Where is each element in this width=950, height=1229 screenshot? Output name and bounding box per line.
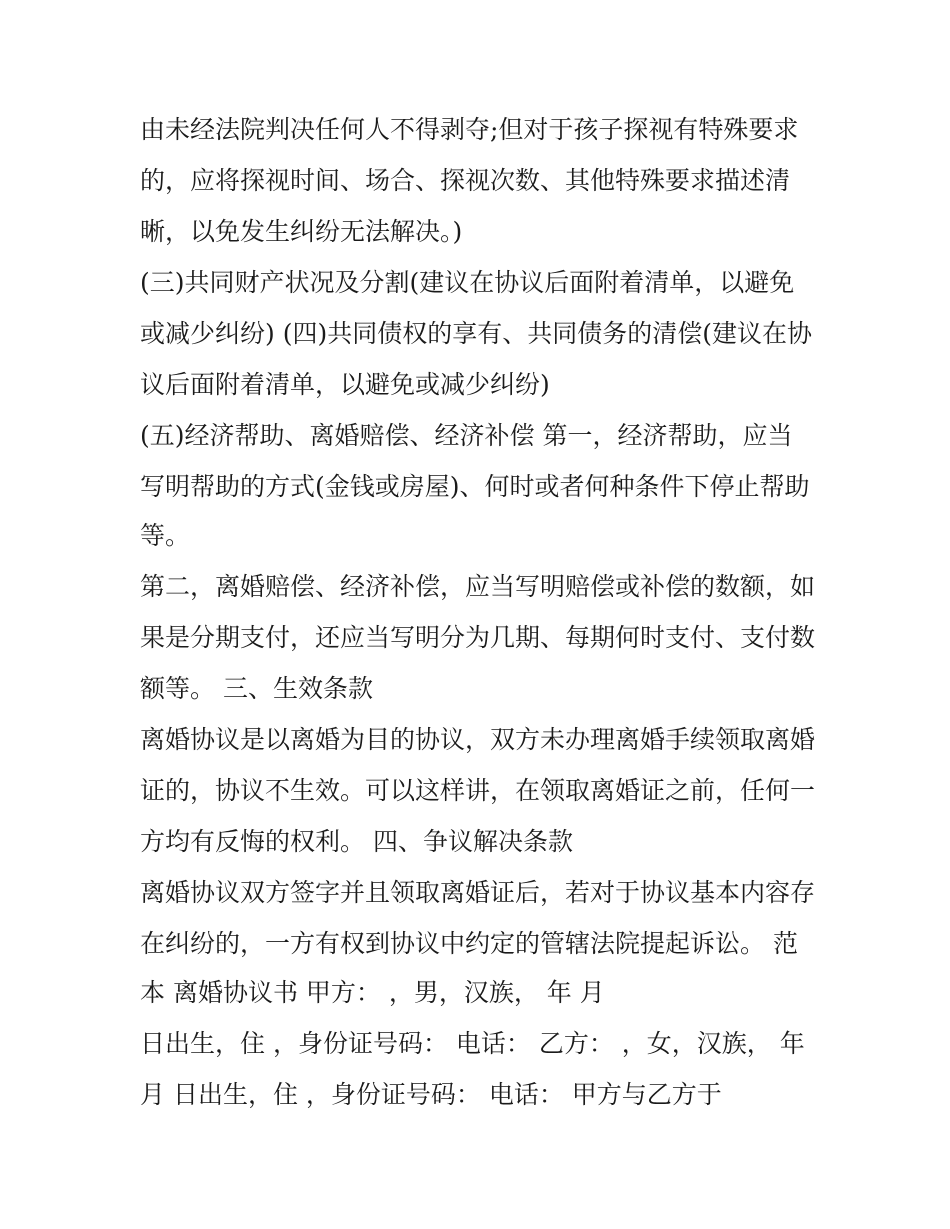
text-line-14: 证的，协议不生效。可以这样讲，在领取离婚证之前，任何一 [140,776,816,805]
text-line-1: 由未经法院判决任何人不得剥夺;但对于孩子探视有特殊要求 [140,115,799,144]
text-line-15: 方均有反悔的权利。 四、争议解决条款 [140,827,573,856]
text-line-16: 离婚协议双方签字并且领取离婚证后，若对于协议基本内容存 [140,878,816,907]
text-line-6: 议后面附着清单，以避免或减少纠纷) [140,370,550,399]
text-line-17: 在纠纷的，一方有权到协议中约定的管辖法院提起诉讼。 范 [140,929,798,958]
text-line-7: (五)经济帮助、离婚赔偿、经济补偿 第一，经济帮助，应当 [140,421,793,450]
text-line-20: 月 日出生，住 ，身份证号码： 电话： 甲方与乙方于 [140,1080,722,1109]
text-line-2: 的，应将探视时间、场合、探视次数、其他特殊要求描述清 [140,166,791,195]
text-line-9: 等。 [140,521,191,550]
text-line-10: 第二，离婚赔偿、经济补偿，应当写明赔偿或补偿的数额，如 [140,572,816,601]
text-line-3: 晰，以免发生纠纷无法解决。) [140,217,463,246]
text-line-13: 离婚协议是以离婚为目的协议，双方未办理离婚手续领取离婚 [140,725,816,754]
text-line-8: 写明帮助的方式(金钱或房屋)、何时或者何种条件下停止帮助 [140,472,810,501]
text-line-12: 额等。 三、生效条款 [140,674,373,703]
text-line-19: 日出生，住 ，身份证号码： 电话： 乙方： ，女，汉族， 年 [140,1029,805,1058]
text-line-4: (三)共同财产状况及分割(建议在协议后面附着清单，以避免 [140,268,795,297]
text-line-11: 果是分期支付，还应当写明分为几期、每期何时支付、支付数 [140,623,816,652]
text-line-5: 或减少纠纷) (四)共同债权的享有、共同债务的清偿(建议在协 [140,319,812,348]
text-line-18: 本 离婚协议书 甲方： ，男，汉族， 年 月 [140,978,605,1007]
